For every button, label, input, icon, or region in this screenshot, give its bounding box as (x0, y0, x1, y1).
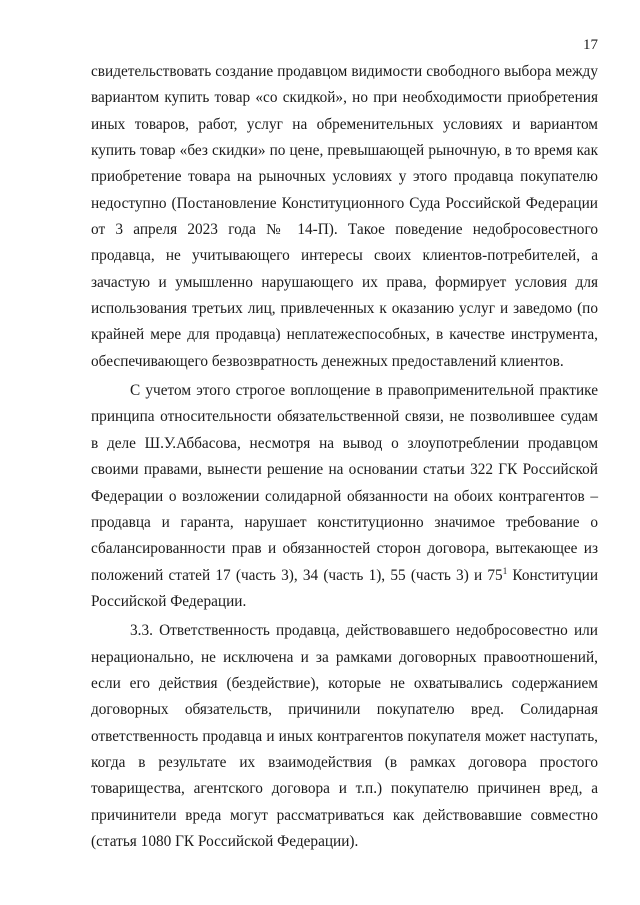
paragraph-2 (91, 378, 598, 615)
document-body (91, 59, 598, 855)
superscript-1: 1 (502, 565, 508, 576)
paragraph-3: 3.3. Ответственность продавца, действовавшего недобросовестно или нерационально, не исключена и за рамками договорных правоотношений, если его действия (бездействие), которые не охватывались содержанием договорных обязательств, причинили покупателю вред. Солидарная ответственность продавца и иных контрагентов покупателя может наступать, когда в результате их взаимодействия (в рамках договора простого товарищества, агентского договора и т.п.) покупателю причинен вред, а причинители вреда могут рассматриваться как действовавшие совместно (статья 1080 ГК Российской Федерации). (91, 622, 598, 850)
paragraph-1: свидетельствовать создание продавцом видимости свободного выбора между вариантом купить товар «со скидкой», но при необходимости приобретения иных товаров, работ, услуг на обременительных условиях и вариантом купить товар «без скидки» по цене, превышающей рыночную, в то время как приобретение товара на рыночных условиях у этого продавца покупателю недоступно (Постановление Конституционного Суда Российской Федерации от 3 апреля 2023 года № 14-П). Такое поведение недобросовестного продавца, не учитывающего интересы своих клиентов-потребителей, а зачастую и умышленно нарушающего их права, формирует условия для использования третьих лиц, привлеченных к оказанию услуг и заведомо (по крайней мере для продавца) неплатежеспособных, в качестве инструмента, обеспечивающего безвозвратность денежных предоставлений клиентов. (91, 63, 598, 370)
paragraph-2-text: С учетом этого строгое воплощение в правоприменительной практике принципа относительности обязательственной связи, не позволившее судам в деле Ш.У.Аббасова, несмотря на вывод о злоупотреблении продавцом своими правами, вынести решение на основании статьи 322 ГК Российской Федерации о возложении солидарной обязанности на обоих контрагентов – продавца и гаранта, нарушает конституционно значимое требование о сбалансированности прав и обязанностей сторон договора, вытекающее из положений статей 17 (часть 3), 34 (часть 1), 55 (часть 3) и 75 (91, 382, 598, 584)
page-number: 17 (583, 37, 598, 53)
paragraph-2-tail: Конституции Российской Федерации. (91, 566, 599, 610)
